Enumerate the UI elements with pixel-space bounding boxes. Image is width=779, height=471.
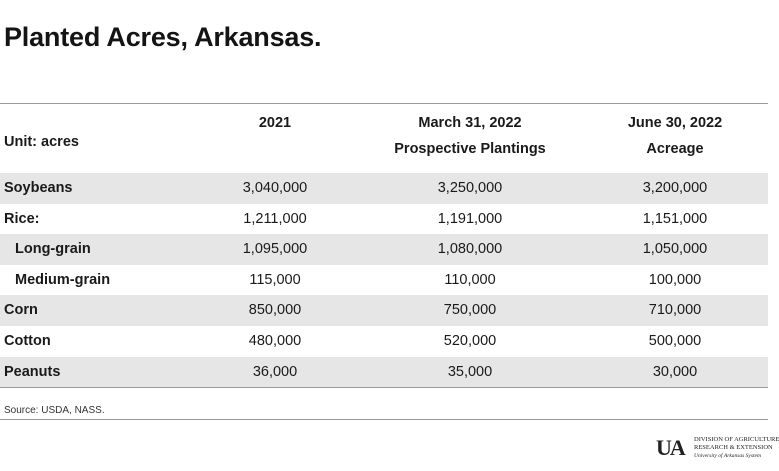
logo-mark: UA: [656, 435, 684, 460]
cell-march-2022: 1,080,000: [437, 241, 503, 258]
row-label: Peanuts: [4, 363, 61, 380]
cell-march-2022: 3,250,000: [437, 180, 503, 196]
row-label: Corn: [4, 302, 38, 319]
cell-june-2022: 500,000: [648, 332, 702, 349]
cell-june-2022: 1,151,000: [642, 210, 708, 227]
table-row-corn: [0, 295, 768, 326]
table-row-medium-grain: [0, 265, 768, 296]
column-header-june-2022: [590, 110, 760, 162]
cell-june-2022: 1,050,000: [642, 241, 708, 258]
cell-march-2022: 750,000: [443, 302, 497, 319]
row-label: Rice:: [4, 210, 40, 227]
cell-2021: 1,095,000: [242, 241, 308, 258]
cell-march-2022: 1,191,000: [437, 210, 503, 227]
table-row-soybeans: [0, 173, 768, 204]
table-row-long-grain: [0, 234, 768, 265]
cell-2021: 3,040,000: [242, 180, 308, 196]
row-label: Soybeans: [4, 180, 73, 196]
row-label: Cotton: [4, 332, 51, 349]
cell-2021: 36,000: [252, 363, 298, 380]
logo-line-3: University of Arkansas System: [694, 453, 761, 459]
cell-june-2022: 3,200,000: [642, 180, 708, 196]
logo-text: [694, 436, 779, 460]
cell-march-2022: 520,000: [443, 332, 497, 349]
page-title: Planted Acres, Arkansas.: [4, 22, 322, 52]
column-header-march-2022: [370, 110, 570, 162]
cell-2021: 850,000: [248, 302, 302, 319]
cell-june-2022: 30,000: [652, 363, 698, 380]
table-bottom-rule: [0, 387, 768, 388]
cell-march-2022: 110,000: [444, 271, 496, 288]
cell-2021: 1,211,000: [243, 210, 307, 227]
column-header-march-2022-line1: March 31, 2022: [418, 115, 522, 131]
column-header-june-2022-line2: Acreage: [646, 141, 704, 157]
row-label: Long-grain: [15, 241, 91, 258]
table-row-rice: [0, 204, 768, 235]
row-label: Medium-grain: [15, 271, 111, 288]
uada-logo: [656, 433, 779, 467]
logo-line-2: RESEARCH & EXTENSION: [694, 444, 773, 451]
column-header-2021-label: 2021: [258, 115, 292, 131]
column-header-june-2022-line1: June 30, 2022: [627, 115, 723, 131]
footer-rule: [0, 419, 768, 420]
table-row-peanuts: [0, 357, 768, 388]
cell-june-2022: 100,000: [648, 271, 702, 288]
source-note: Source: USDA, NASS.: [4, 405, 105, 416]
cell-june-2022: 710,000: [648, 302, 702, 319]
table-row-cotton: [0, 326, 768, 357]
cell-2021: 480,000: [248, 332, 302, 349]
column-header-march-2022-line2: Prospective Plantings: [394, 141, 546, 157]
logo-line-1: DIVISION OF AGRICULTURE: [694, 436, 779, 443]
unit-label: Unit: acres: [4, 134, 79, 150]
table-header: [0, 104, 768, 173]
cell-march-2022: 35,000: [447, 363, 493, 380]
acreage-table: [0, 103, 768, 388]
cell-2021: 115,000: [249, 271, 301, 288]
column-header-2021: [200, 110, 350, 136]
